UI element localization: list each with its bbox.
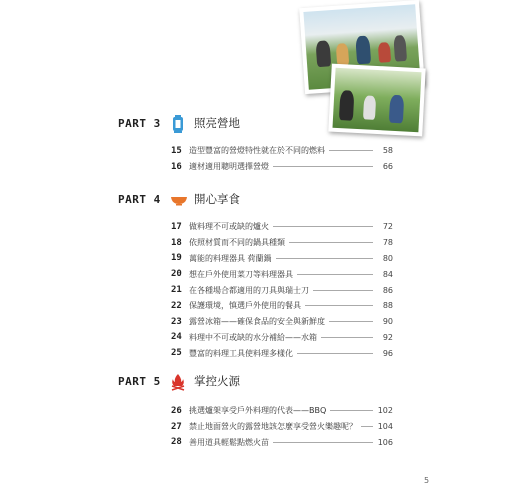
part-heading: [118, 115, 240, 131]
leader-line: [276, 258, 373, 259]
entry-page: 88: [382, 301, 393, 311]
entry-page: 84: [382, 269, 393, 279]
entry-title: 依照材質而不同的鍋具種類: [189, 238, 285, 248]
entry-page: 104: [377, 422, 393, 432]
header-photos: [0, 0, 520, 130]
toc-entry[interactable]: [171, 143, 393, 159]
entry-number: 17: [171, 221, 182, 232]
entry-number: 22: [171, 300, 182, 311]
entry-number: 25: [171, 348, 182, 359]
entry-page: 80: [382, 253, 393, 263]
entry-page: 86: [382, 285, 393, 295]
toc-entry[interactable]: [171, 435, 393, 451]
entry-title: 適材適用聰明選擇營燈: [189, 162, 269, 172]
toc-entry[interactable]: [171, 403, 393, 419]
leader-line: [297, 274, 373, 275]
leader-line: [297, 353, 373, 354]
entry-number: 26: [171, 405, 182, 416]
leader-line: [329, 321, 373, 322]
toc-entry[interactable]: [171, 345, 393, 361]
toc-section: [171, 219, 393, 361]
part-label: PART 4: [118, 192, 161, 206]
entry-number: 23: [171, 316, 182, 327]
entry-page: 90: [382, 317, 393, 327]
entry-title: 造型豐富的營燈特性就在於不同的燃料: [189, 146, 325, 156]
entry-title: 挑選爐架享受戶外料理的代表——BBQ: [189, 406, 327, 416]
part-heading: [118, 191, 240, 207]
toc-entry[interactable]: [171, 235, 393, 251]
entry-number: 24: [171, 332, 182, 343]
entry-title: 善用道具輕鬆點燃火苗: [189, 437, 269, 447]
part-heading: [118, 373, 240, 389]
entry-number: 21: [171, 285, 182, 296]
entry-page: 96: [382, 348, 393, 358]
leader-line: [289, 242, 373, 243]
part-title: 照亮營地: [194, 116, 240, 130]
entry-title: 豐富的料理工具使料理多樣化: [189, 348, 293, 358]
entry-title: 想在戶外使用菜刀等料理器具: [189, 269, 293, 279]
toc-entry[interactable]: [171, 159, 393, 175]
entry-page: 106: [377, 437, 393, 447]
entry-title: 保護環境，慎選戶外使用的餐具: [189, 301, 301, 311]
entry-page: 78: [382, 238, 393, 248]
entry-page: 58: [382, 146, 393, 156]
entry-title: 料理中不可或缺的水分補給——水箱: [189, 332, 317, 342]
entry-title: 做料理不可或缺的爐火: [189, 222, 269, 232]
entry-number: 20: [171, 269, 182, 280]
entry-number: 15: [171, 145, 182, 156]
campfire-icon: [170, 373, 186, 389]
entry-title: 露營冰箱——確保食品的安全與新鮮度: [189, 317, 325, 327]
part-title: 開心享食: [194, 192, 240, 206]
toc-entry[interactable]: [171, 298, 393, 314]
toc-entry[interactable]: [171, 282, 393, 298]
part-title: 掌控火源: [194, 374, 240, 388]
toc-section: [171, 143, 393, 175]
entry-page: 102: [377, 406, 393, 416]
entry-title: 在各種場合都適用的刀具與瑞士刀: [189, 285, 309, 295]
toc-section: [171, 403, 393, 450]
entry-page: 92: [382, 332, 393, 342]
entry-page: 66: [382, 162, 393, 172]
entry-number: 18: [171, 237, 182, 248]
entry-number: 19: [171, 253, 182, 264]
toc-entry[interactable]: [171, 419, 393, 435]
entry-number: 27: [171, 421, 182, 432]
leader-line: [329, 150, 373, 151]
leader-line: [273, 226, 373, 227]
entry-title: 禁止地面營火的露營地該怎麼享受營火樂趣呢？: [189, 422, 357, 432]
leader-line: [361, 426, 373, 427]
leader-line: [313, 290, 373, 291]
part-label: PART 3: [118, 116, 161, 130]
toc-entry[interactable]: [171, 219, 393, 235]
camping-photo: [328, 64, 425, 137]
entry-page: 72: [382, 222, 393, 232]
toc-entry[interactable]: [171, 251, 393, 267]
leader-line: [305, 305, 373, 306]
entry-number: 28: [171, 437, 182, 448]
entry-number: 16: [171, 161, 182, 172]
leader-line: [330, 410, 373, 411]
page-number: 5: [424, 476, 430, 485]
leader-line: [321, 337, 373, 338]
toc-entry[interactable]: [171, 266, 393, 282]
bowl-icon: [170, 191, 186, 207]
toc-entry[interactable]: [171, 314, 393, 330]
entry-title: 萬能的料理器具 荷蘭鍋: [189, 253, 272, 263]
leader-line: [273, 442, 373, 443]
lantern-icon: [170, 115, 186, 131]
part-label: PART 5: [118, 374, 161, 388]
leader-line: [273, 166, 373, 167]
toc-entry[interactable]: [171, 330, 393, 346]
